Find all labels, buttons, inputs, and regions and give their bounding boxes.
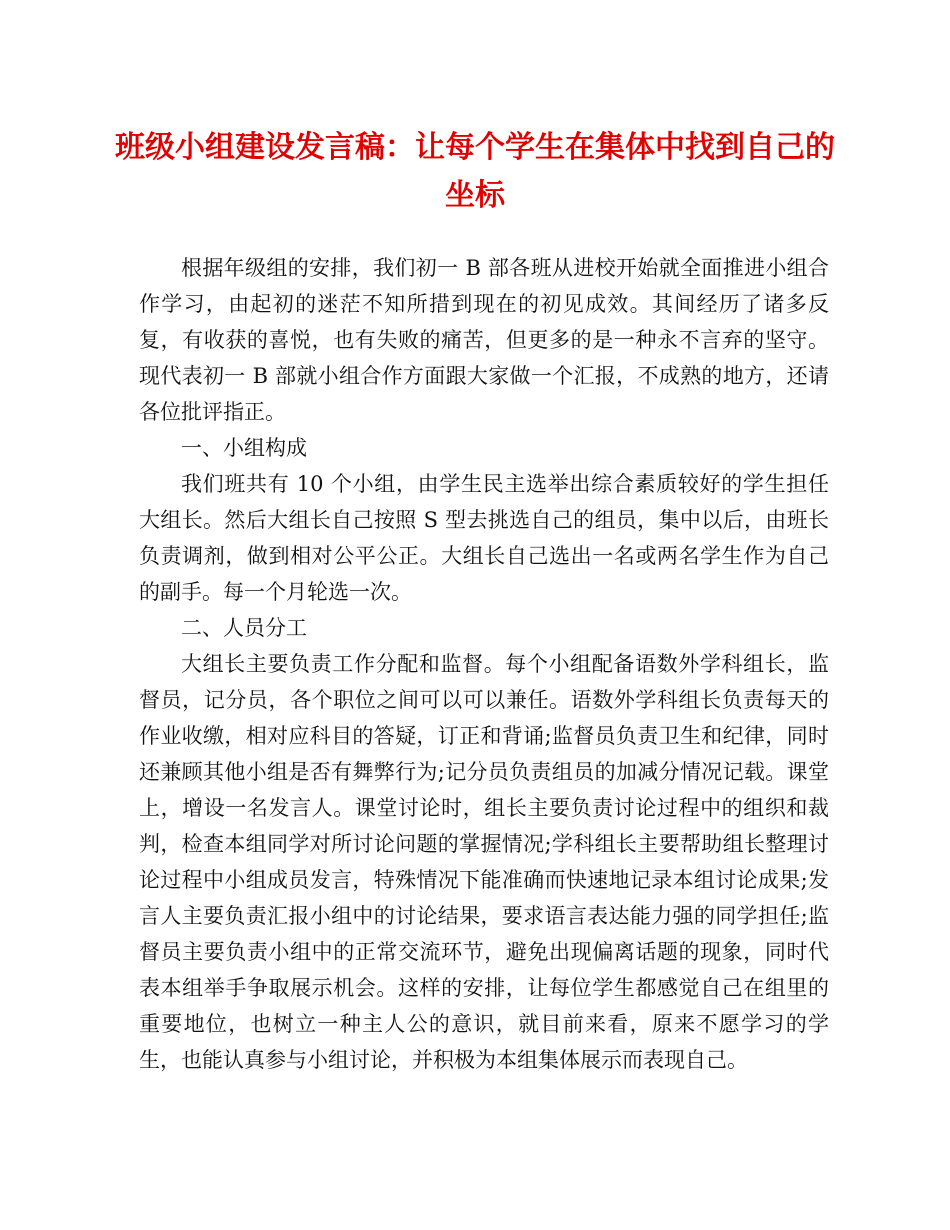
- document-body: [139, 250, 829, 1078]
- section-heading-role-division: 二、人员分工: [181, 616, 307, 640]
- paragraph-group-composition: 我们班共有 10 个小组，由学生民主选举出综合素质较好的学生担任大组长。然后大组长自己按照 S 型去挑选自己的组员，集中以后，由班长负责调剂，做到相对公平公正。大组长自己选出一名或两名学生作为自己的副手。每一个月轮选一次。: [139, 472, 829, 604]
- paragraph-role-division: 大组长主要负责工作分配和监督。每个小组配备语数外学科组长，监督员，记分员，各个职位之间可以可以兼任。语数外学科组长负责每天的作业收缴，相对应科目的答疑，订正和背诵;监督员负责卫生和纪律，同时还兼顾其他小组是否有舞弊行为;记分员负责组员的加减分情况记载。课堂上，增设一名发言人。课堂讨论时，组长主要负责讨论过程中的组织和裁判，检查本组同学对所讨论问题的掌握情况;学科组长主要帮助组长整理讨论过程中小组成员发言，特殊情况下能准确而快速地记录本组讨论成果;发言人主要负责汇报小组中的讨论结果，要求语言表达能力强的同学担任;监督员主要负责小组中的正常交流环节，避免出现偏离话题的现象，同时代表本组举手争取展示机会。这样的安排，让每位学生都感觉自己在组里的重要地位，也树立一种主人公的意识，就目前来看，原来不愿学习的学生，也能认真参与小组讨论，并积极为本组集体展示而表现自己。: [139, 652, 829, 1072]
- paragraph-intro: 根据年级组的安排，我们初一 B 部各班从进校开始就全面推进小组合作学习，由起初的迷茫不知所措到现在的初见成效。其间经历了诸多反复，有收获的喜悦，也有失败的痛苦，但更多的是一种永不言弃的坚守。现代表初一 B 部就小组合作方面跟大家做一个汇报，不成熟的地方，还请各位批评指正。: [139, 256, 829, 424]
- section-heading-group-composition: 一、小组构成: [181, 436, 307, 460]
- document-title: 班级小组建设发言稿：让每个学生在集体中找到自己的坐标: [115, 130, 835, 213]
